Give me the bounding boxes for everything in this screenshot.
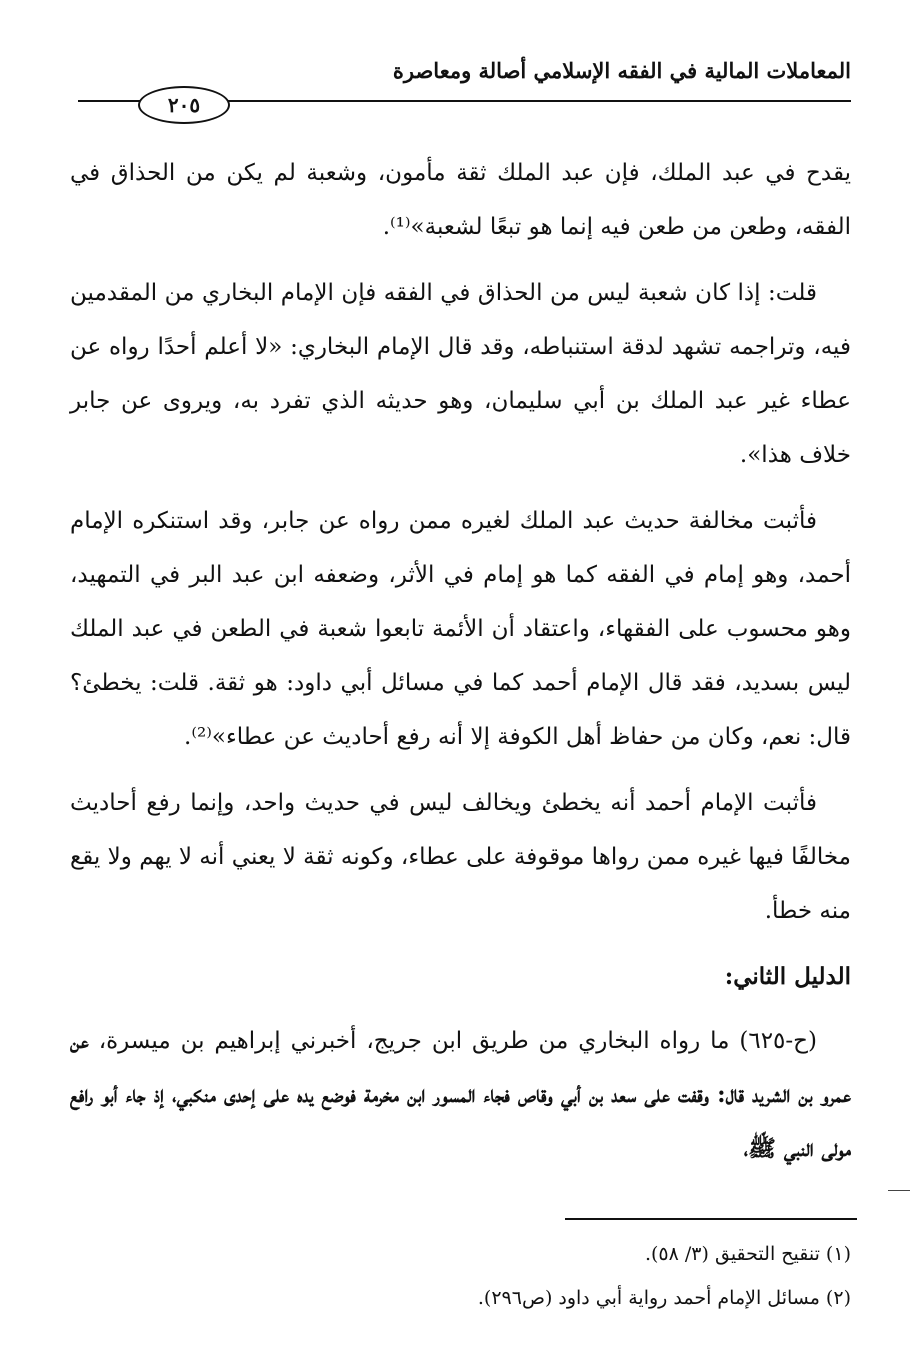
page-number-badge — [138, 86, 230, 124]
footnote-rule — [565, 1218, 857, 1220]
footnote-2: (٢) مسائل الإمام أحمد رواية أبي داود (ص٢٩٦). — [477, 1287, 851, 1309]
paragraph-1: يقدح في عبد الملك، فإن عبد الملك ثقة مأمون، وشعبة لم يكن من الحذاق في الفقه، وطعن من طعن فيه إنما هو تبعًا لشعبة»⁽¹⁾. — [70, 160, 851, 240]
paragraph-2: قلت: إذا كان شعبة ليس من الحذاق في الفقه فإن الإمام البخاري من المقدمين فيه، وتراجمه تشهد لدقة استنباطه، وقد قال الإمام البخاري: «لا أعلم أحدًا رواه عن عطاء غير عبد الملك بن أبي سليمان، وهو حديثه الذي تفرد به، ويروى عن جابر خلاف هذا». — [70, 280, 851, 468]
footnote-1: (١) تنقيح التحقيق (٣/ ٥٨). — [644, 1243, 851, 1265]
section-heading: الدليل الثاني: — [724, 963, 851, 990]
page-number: ٢٠٥ — [167, 93, 201, 117]
paragraph-4: فأثبت الإمام أحمد أنه يخطئ ويخالف ليس في حديث واحد، وإنما رفع أحاديث مخالفًا فيها غيره ممن رواها موقوفة على عطاء، وكونه ثقة لا يعني أنه لا يهم ولا يقع منه خطأ. — [70, 790, 851, 924]
hadith-paragraph — [70, 1014, 851, 1176]
running-header-title: المعاملات المالية في الفقه الإسلامي أصالة ومعاصرة — [392, 58, 851, 83]
main-text — [70, 146, 851, 1184]
margin-mark — [888, 1190, 910, 1191]
hadith-text: عن عمرو بن الشريد قال: وقفت على سعد بن أبي وقاص فجاء المسور ابن مخرمة فوضع يده على إحدى منكبي، إذ جاء أبو رافع مولى النبي ﷺ، — [70, 1027, 851, 1162]
hadith-intro: (ح-٦٢٥) ما رواه البخاري من طريق ابن جريج، أخبرني إبراهيم بن ميسرة، — [98, 1028, 817, 1054]
paragraph-3: فأثبت مخالفة حديث عبد الملك لغيره ممن رواه عن جابر، وقد استنكره الإمام أحمد، وهو إمام في الفقه كما هو إمام في الأثر، وضعفه ابن عبد البر في التمهيد، وهو محسوب على الفقهاء، واعتقاد أن الأئمة تابعوا شعبة في الطعن في عبد الملك ليس بسديد، فقد قال الإمام أحمد كما في مسائل أبي داود: هو ثقة. قلت: يخطئ؟ قال: نعم، وكان من حفاظ أهل الكوفة إلا أنه رفع أحاديث عن عطاء»⁽²⁾. — [70, 508, 851, 750]
footnotes — [70, 1232, 851, 1320]
